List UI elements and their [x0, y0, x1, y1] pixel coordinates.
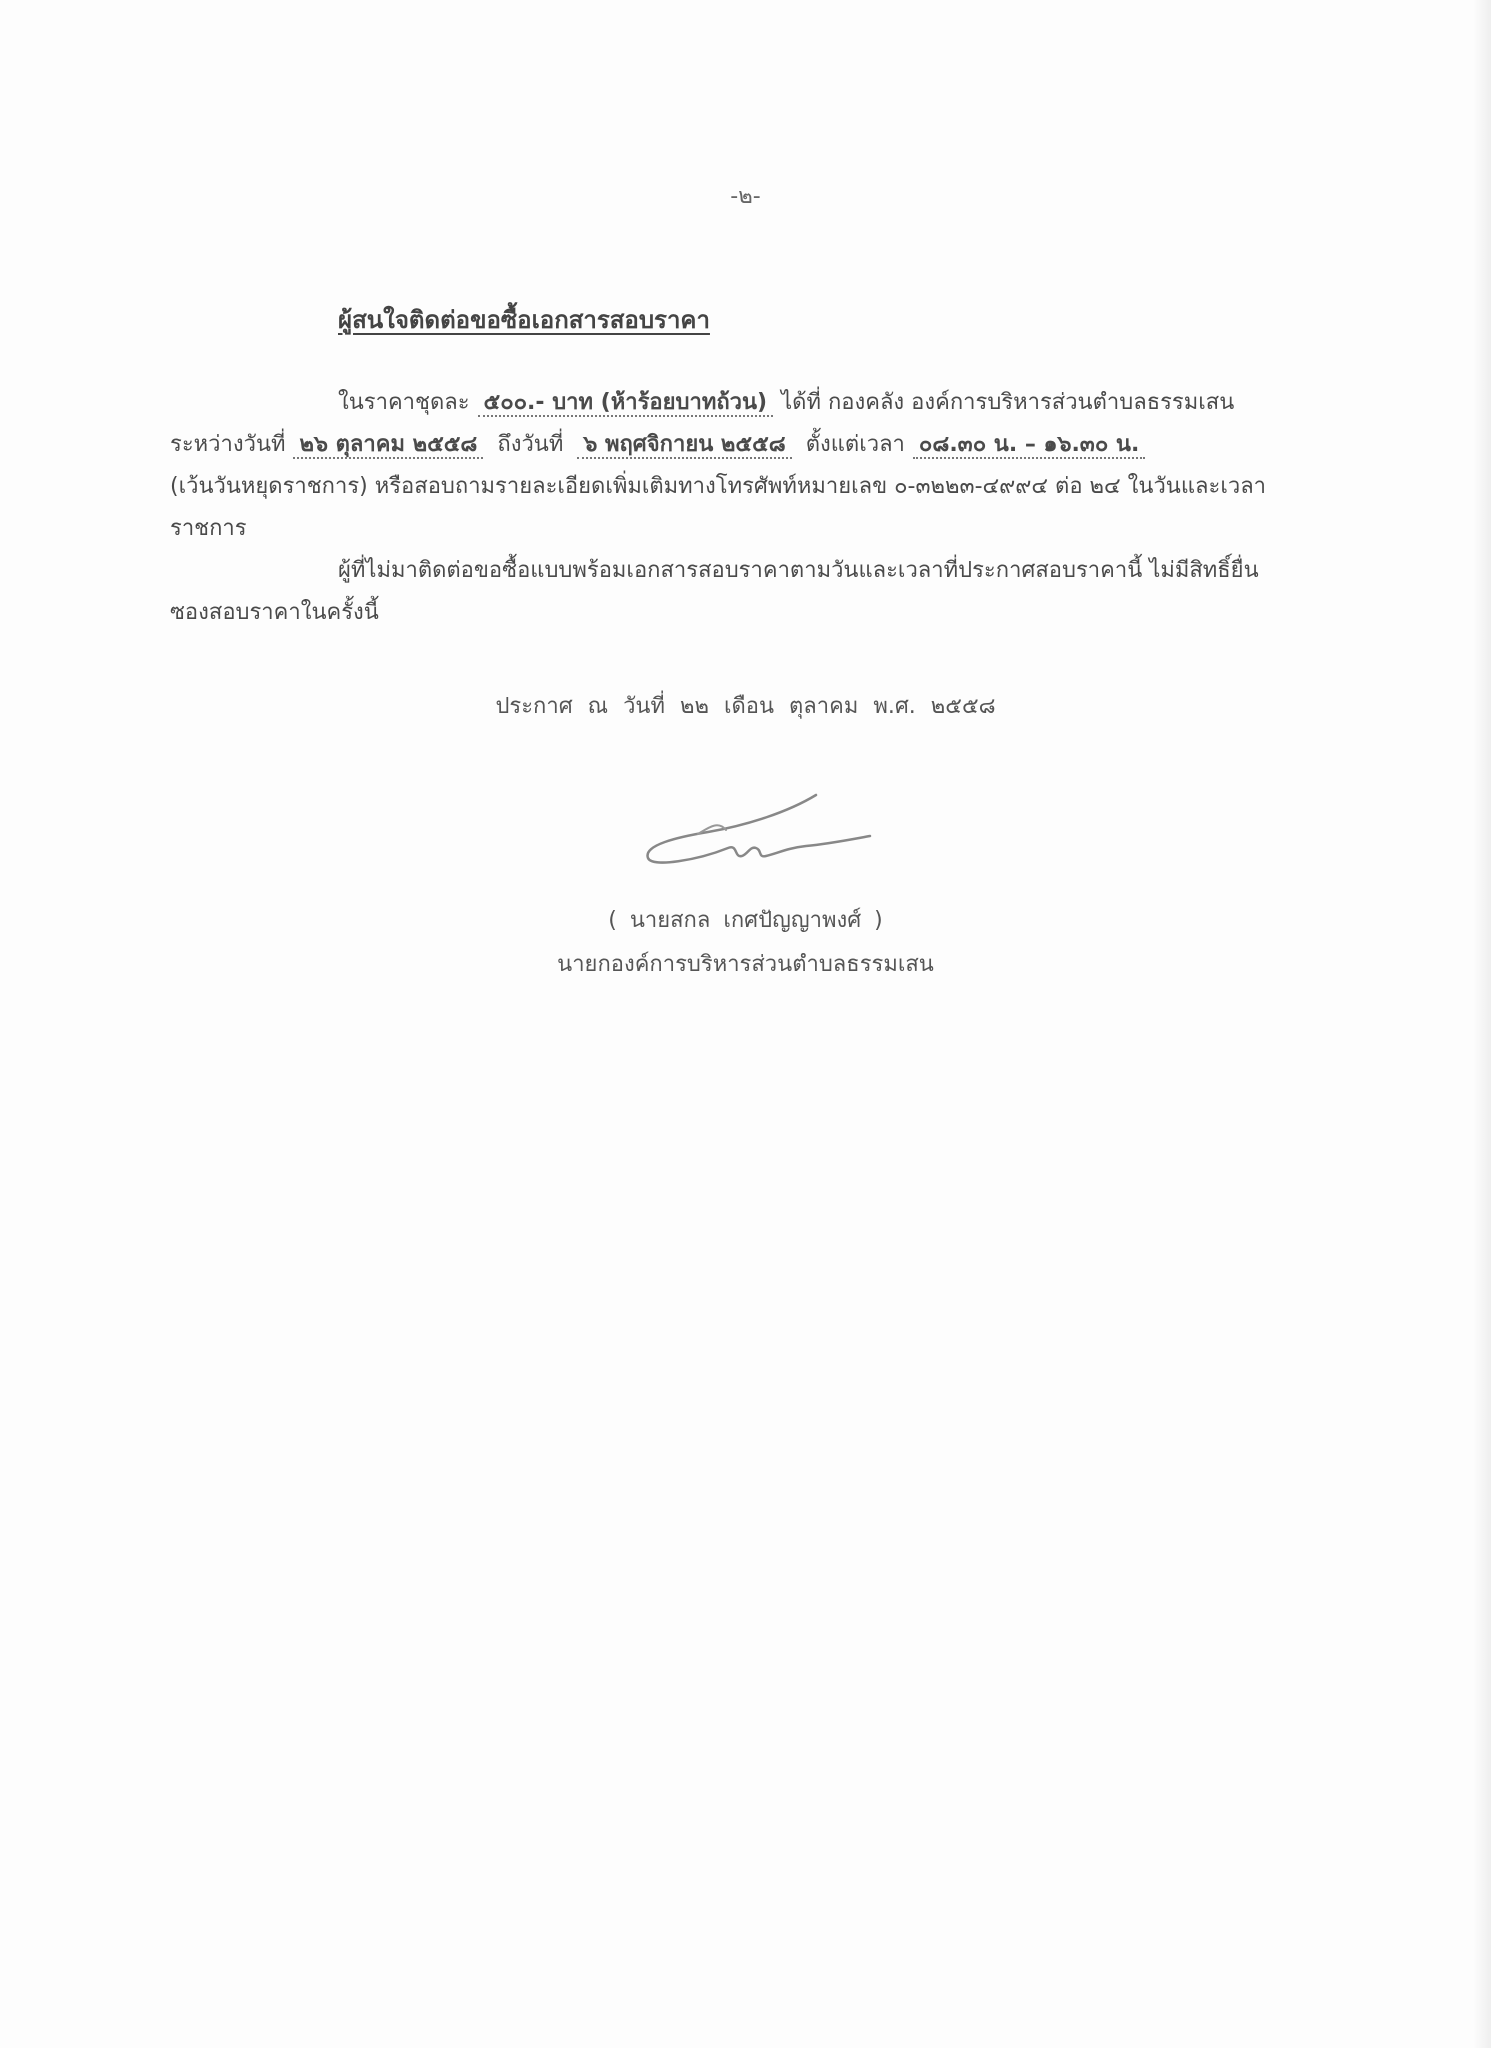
signer-title: นายกองค์การบริหารส่วนตำบลธรรมเสน [557, 952, 934, 977]
date-from-value: ๒๖ ตุลาคม ๒๕๕๘ [293, 432, 483, 459]
notice-text: ผู้ที่ไม่มาติดต่อขอซื้อแบบพร้อมเอกสารสอบราคาตามวันและเวลาที่ประกาศสอบราคานี้ ไม่มีสิทธิ์ยื่น [338, 558, 1259, 583]
section-heading: ผู้สนใจติดต่อขอซื้อเอกสารสอบราคา [338, 306, 710, 334]
paragraph-no-rights-notice [170, 550, 1338, 634]
announcement-date: ประกาศ ณ วันที่ ๒๒ เดือน ตุลาคม พ.ศ. ๒๕๕๘ [495, 694, 996, 719]
paragraph-line [170, 550, 1338, 592]
price-value: ๕๐๐.- บาท (ห้าร้อยบาทถ้วน) [478, 390, 774, 417]
date-to-value: ๖ พฤศจิกายน ๒๕๕๘ [577, 432, 791, 459]
page-edge-shadow [1473, 0, 1491, 2048]
date-to-label: ถึงวันที่ [497, 432, 564, 457]
signer-name: ( นายสกล เกศปัญญาพงศ์ ) [608, 908, 883, 933]
paragraph-line: ราชการ [170, 516, 247, 541]
page-number: -๒- [730, 184, 761, 209]
handwritten-signature [638, 790, 878, 870]
paragraph-line: (เว้นวันหยุดราชการ) หรือสอบถามรายละเอียดเพิ่มเติมทางโทรศัพท์หมายเลข ๐-๓๒๒๓-๔๙๙๔ ต่อ ๒๔ ในวันและเวลา [170, 474, 1267, 499]
paragraph-line: ซองสอบราคาในครั้งนี้ [170, 600, 379, 625]
paragraph-line [170, 382, 1338, 424]
time-label: ตั้งแต่เวลา [805, 432, 905, 457]
date-from-label: ระหว่างวันที่ [170, 432, 286, 457]
time-range-value: ๐๘.๓๐ น. – ๑๖.๓๐ น. [913, 432, 1145, 459]
paragraph-line [170, 424, 1338, 466]
price-label: ในราคาชุดละ [338, 390, 470, 415]
paragraph-purchase-details [170, 382, 1338, 550]
purchase-location: ได้ที่ กองคลัง องค์การบริหารส่วนตำบลธรรมเสน [781, 390, 1235, 415]
